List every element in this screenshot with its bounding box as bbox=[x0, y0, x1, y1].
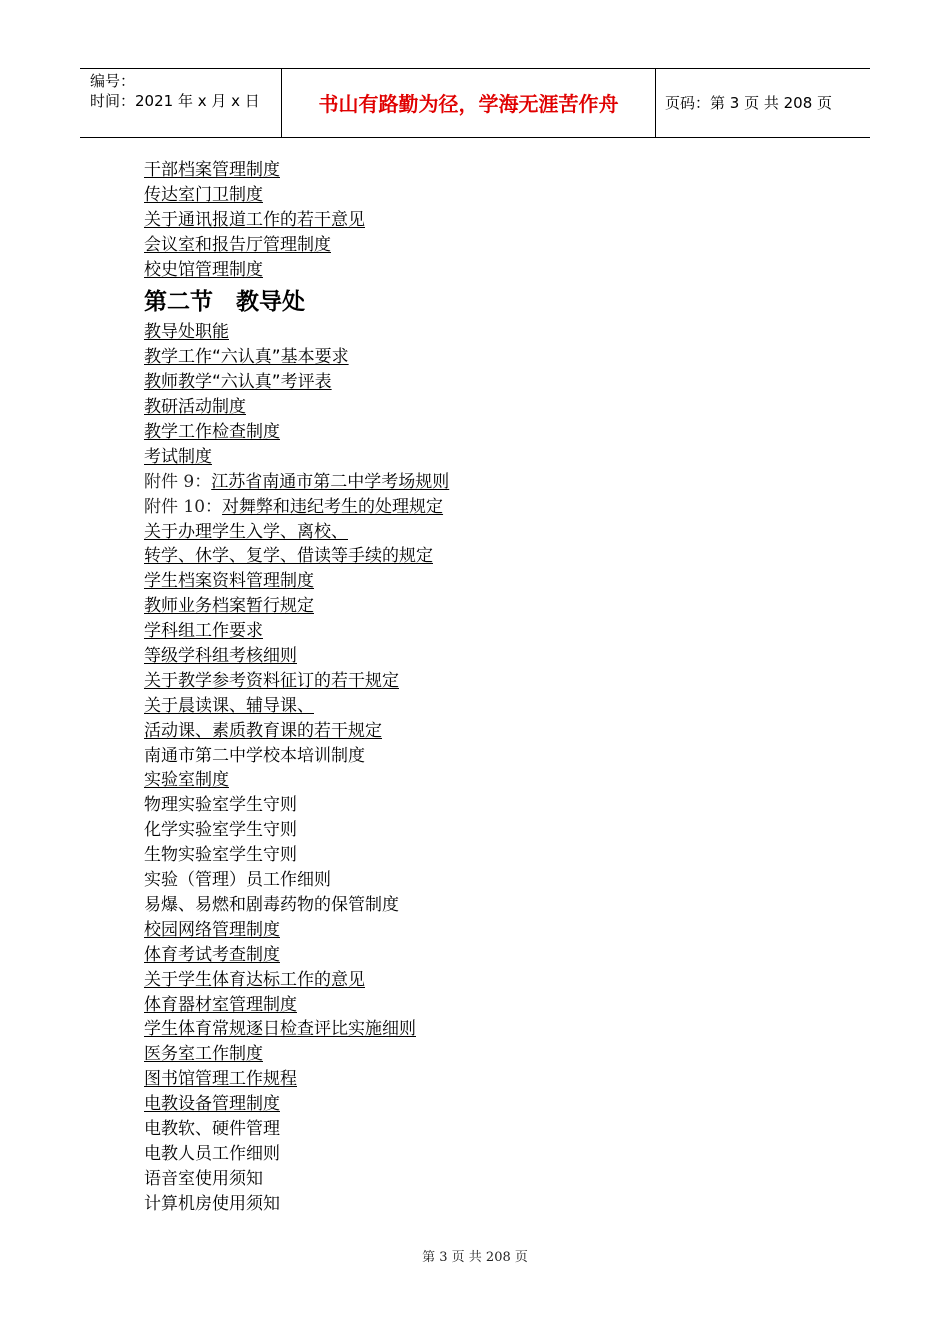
toc-item bbox=[144, 1092, 864, 1117]
toc-item-text: 计算机房使用须知 bbox=[144, 1193, 280, 1214]
toc-item bbox=[144, 669, 864, 694]
toc-item bbox=[144, 918, 864, 943]
toc-top-list bbox=[144, 158, 864, 282]
toc-item bbox=[144, 818, 864, 843]
toc-item-link[interactable]: 关于学生体育达标工作的意见 bbox=[144, 969, 365, 990]
toc-item-link[interactable]: 关于教学参考资料征订的若干规定 bbox=[144, 670, 399, 691]
toc-item bbox=[144, 258, 864, 283]
toc-item-link[interactable]: 实验室制度 bbox=[144, 770, 229, 791]
toc-item-link[interactable]: 学科组工作要求 bbox=[144, 621, 263, 642]
toc-item-text: 物理实验室学生守则 bbox=[144, 795, 297, 816]
toc-item bbox=[144, 470, 864, 495]
toc-item bbox=[144, 520, 864, 545]
header-motto-cell bbox=[281, 69, 656, 137]
toc-item bbox=[144, 1017, 864, 1042]
toc-item bbox=[144, 1042, 864, 1067]
toc-item bbox=[144, 968, 864, 993]
toc-item bbox=[144, 183, 864, 208]
toc-item bbox=[144, 1067, 864, 1092]
toc-item-link[interactable]: 传达室门卫制度 bbox=[144, 184, 263, 205]
toc-item bbox=[144, 694, 864, 719]
table-of-contents bbox=[144, 158, 864, 1217]
toc-item bbox=[144, 233, 864, 258]
document-number: 编号： bbox=[90, 72, 136, 90]
toc-item bbox=[144, 1167, 864, 1192]
toc-item bbox=[144, 793, 864, 818]
toc-item bbox=[144, 158, 864, 183]
toc-item-link[interactable]: 考试制度 bbox=[144, 446, 212, 467]
page-header bbox=[80, 68, 870, 138]
toc-item bbox=[144, 644, 864, 669]
toc-item bbox=[144, 495, 864, 520]
toc-item bbox=[144, 420, 864, 445]
toc-item bbox=[144, 445, 864, 470]
toc-item-link[interactable]: 体育考试考查制度 bbox=[144, 944, 280, 965]
section-title: 第二节 教导处 bbox=[144, 289, 305, 316]
toc-item bbox=[144, 345, 864, 370]
toc-item bbox=[144, 893, 864, 918]
toc-item-link[interactable]: 干部档案管理制度 bbox=[144, 160, 280, 180]
toc-item bbox=[144, 1192, 864, 1217]
toc-item-link[interactable]: 校史馆管理制度 bbox=[144, 259, 263, 280]
toc-item-link[interactable]: 教师业务档案暂行规定 bbox=[144, 596, 314, 617]
toc-item-text: 化学实验室学生守则 bbox=[144, 820, 297, 841]
toc-item-text: 易爆、易燃和剧毒药物的保管制度 bbox=[144, 894, 399, 915]
toc-item-text: 南通市第二中学校本培训制度 bbox=[144, 745, 365, 766]
toc-item-text: 生物实验室学生守则 bbox=[144, 845, 297, 866]
toc-item bbox=[144, 1142, 864, 1167]
toc-item-link[interactable]: 体育器材室管理制度 bbox=[144, 994, 297, 1015]
toc-item-link[interactable]: 关于晨读课、辅导课、 bbox=[144, 695, 314, 716]
toc-item-prefix: 附件 10： bbox=[144, 496, 223, 517]
toc-item bbox=[144, 868, 864, 893]
header-page-info: 页码：第 3 页 共 208 页 bbox=[665, 94, 833, 112]
toc-item-link[interactable]: 教学工作“六认真”基本要求 bbox=[144, 347, 349, 368]
toc-item-link[interactable]: 教学工作检查制度 bbox=[144, 422, 280, 443]
toc-item-link[interactable]: 会议室和报告厅管理制度 bbox=[144, 234, 331, 255]
toc-item-link[interactable]: 学生体育常规逐日检查评比实施细则 bbox=[144, 1019, 416, 1040]
document-date: 时间：2021 年 x 月 x 日 bbox=[90, 92, 260, 110]
toc-item-link[interactable]: 关于办理学生入学、离校、 bbox=[144, 521, 348, 542]
toc-item-link[interactable]: 电教设备管理制度 bbox=[144, 1094, 280, 1115]
toc-item-link[interactable]: 等级学科组考核细则 bbox=[144, 646, 297, 667]
toc-item bbox=[144, 320, 864, 345]
toc-item-link[interactable]: 转学、休学、复学、借读等手续的规定 bbox=[144, 546, 433, 567]
toc-item-link[interactable]: 图书馆管理工作规程 bbox=[144, 1069, 297, 1090]
toc-item bbox=[144, 619, 864, 644]
toc-item bbox=[144, 569, 864, 594]
header-meta-cell bbox=[80, 69, 281, 137]
toc-item bbox=[144, 843, 864, 868]
toc-item bbox=[144, 768, 864, 793]
toc-item bbox=[144, 943, 864, 968]
toc-item-link[interactable]: 校园网络管理制度 bbox=[144, 919, 280, 940]
toc-item-text: 电教软、硬件管理 bbox=[144, 1118, 280, 1139]
toc-item bbox=[144, 719, 864, 744]
header-motto: 书山有路勤为径，学海无涯苦作舟 bbox=[318, 92, 619, 116]
toc-item-text: 语音室使用须知 bbox=[144, 1168, 263, 1189]
toc-item-link[interactable]: 教导处职能 bbox=[144, 322, 229, 343]
toc-item-link[interactable]: 医务室工作制度 bbox=[144, 1044, 263, 1065]
toc-item-link[interactable]: 关于通讯报道工作的若干意见 bbox=[144, 209, 365, 230]
toc-item-link[interactable]: 教研活动制度 bbox=[144, 397, 246, 418]
toc-item-text: 电教人员工作细则 bbox=[144, 1143, 280, 1164]
toc-item-link[interactable]: 活动课、素质教育课的若干规定 bbox=[144, 720, 382, 741]
toc-item-link[interactable]: 教师教学“六认真”考评表 bbox=[144, 372, 332, 393]
toc-main-list bbox=[144, 320, 864, 1216]
toc-item-link[interactable]: 江苏省南通市第二中学考场规则 bbox=[211, 471, 450, 492]
toc-item bbox=[144, 395, 864, 420]
toc-item bbox=[144, 744, 864, 769]
toc-item bbox=[144, 208, 864, 233]
toc-item bbox=[144, 594, 864, 619]
toc-item bbox=[144, 544, 864, 569]
toc-item-text: 实验（管理）员工作细则 bbox=[144, 870, 331, 891]
toc-item bbox=[144, 370, 864, 395]
toc-item-link[interactable]: 对舞弊和违纪考生的处理规定 bbox=[222, 496, 444, 517]
toc-item-prefix: 附件 9： bbox=[144, 471, 212, 492]
toc-item bbox=[144, 993, 864, 1018]
header-page-cell bbox=[655, 69, 870, 137]
page-footer: 第 3 页 共 208 页 bbox=[422, 1250, 528, 1265]
toc-item bbox=[144, 1117, 864, 1142]
toc-item-link[interactable]: 学生档案资料管理制度 bbox=[144, 571, 314, 592]
